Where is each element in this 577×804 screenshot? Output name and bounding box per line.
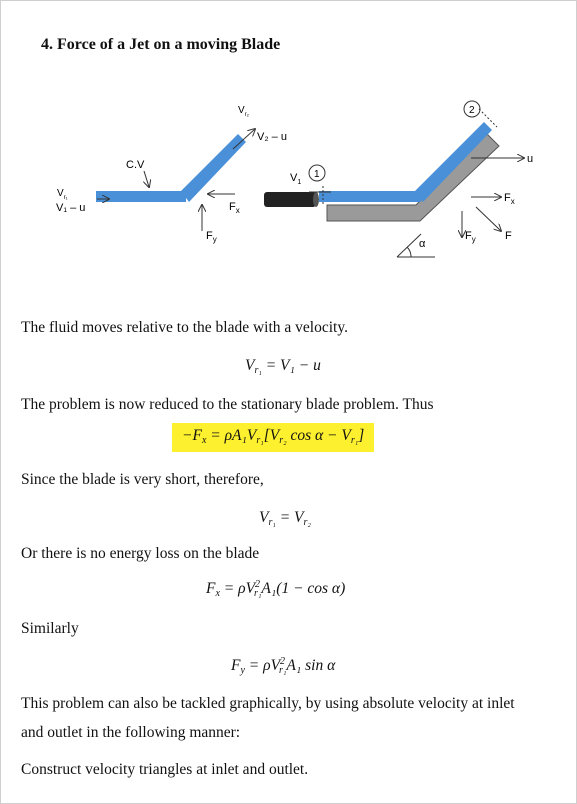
right-label-fx: $F_x$: [504, 192, 515, 206]
angle-leg: [397, 234, 421, 257]
left-jet-horizontal: [96, 191, 186, 202]
left-label-cv: C.V: [126, 159, 145, 171]
paragraph-6-line-1: This problem can also be tackled graphically, by using absolute velocity at inlet: [21, 695, 515, 712]
equation-1: $V_{r_1} = V_1 - u$: [245, 357, 321, 376]
right-label-fy: $F_y$: [465, 230, 476, 244]
cv-arrow: [144, 171, 149, 187]
paragraph-1: The fluid moves relative to the blade with a velocity.: [21, 319, 348, 336]
equation-4: $F_x = \rho V^2_{r_1}A_1(1 - \cos \alpha)$: [206, 579, 346, 599]
angle-arc: [407, 247, 411, 257]
paragraph-7: Construct velocity triangles at inlet and outlet.: [21, 761, 309, 778]
right-label-v1: $V_1$: [290, 172, 302, 186]
paragraph-3: Since the blade is very short, therefore,: [21, 471, 264, 488]
left-diagram: [56, 105, 287, 244]
equation-2-highlighted: $-F_x = \rho A_1V_{r_1}[V_{r_2}$ $\cos \alpha - V_{r_1}$]: [172, 423, 374, 452]
left-label-v1-minus-u: V₁ – u: [56, 202, 86, 214]
section-1-number: 1: [314, 169, 320, 180]
resultant-f-arrow: [476, 207, 501, 231]
right-jet-horizontal: [319, 191, 421, 202]
jet-blade-figure: [1, 1, 577, 301]
equation-3: $V_{r_1} = V_{r_2}$: [259, 509, 311, 528]
left-label-vr1: $V_{r_1}$: [57, 188, 68, 201]
section-2-number: 2: [469, 105, 475, 116]
right-label-f: F: [505, 230, 512, 242]
paragraph-5: Similarly: [21, 620, 79, 637]
right-label-alpha: α: [419, 238, 426, 250]
left-label-vr2: $V_{r_2}$: [238, 105, 249, 118]
left-label-fy: $F_y$: [206, 230, 217, 244]
left-label-v2-minus-u: V₂ – u: [257, 131, 287, 143]
nozzle: [264, 192, 316, 207]
right-label-u: u: [527, 153, 534, 165]
left-label-fx: $F_x$: [229, 201, 240, 215]
left-jet-deflected: [181, 134, 246, 202]
paragraph-2: The problem is now reduced to the stationary blade problem. Thus: [21, 396, 434, 413]
right-diagram: [264, 101, 533, 257]
paragraph-4: Or there is no energy loss on the blade: [21, 545, 260, 562]
paragraph-6-line-2: and outlet in the following manner:: [21, 724, 241, 741]
nozzle-tip: [313, 192, 319, 207]
equation-5: $F_y = \rho V^2_{r_1}A_1$ sin α: [231, 656, 336, 676]
section-heading: 4. Force of a Jet on a moving Blade: [41, 36, 281, 53]
